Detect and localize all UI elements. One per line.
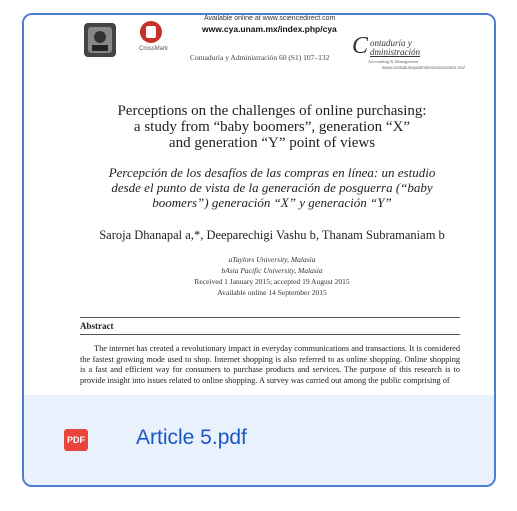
attachment-file-name[interactable]: Article 5.pdf	[136, 426, 247, 449]
journal-logo-subtitle: Accounting & Management	[368, 59, 419, 64]
divider	[80, 317, 460, 318]
paper-title	[72, 103, 472, 151]
header-availability: Available online at www.sciencedirect.com	[204, 15, 336, 22]
affiliation-a: aTaylors University, Malasia	[228, 255, 316, 264]
paper-title-spanish	[72, 165, 472, 210]
paper-authors: Saroja Dhanapal a,*, Deeparechigi Vashu b, Thanam Subramaniam b	[99, 228, 445, 242]
attachment-footer[interactable]	[24, 395, 494, 487]
journal-logo-initial: C	[352, 33, 369, 59]
abstract-text: The internet has created a revolutionary impact in everyday communications and transactions. It is considered the fastest growing mode used to shop. Internet shopping is also referred to as online shopping. Online shopping is a fast and efficient way for consumers to purchase products and services. The purpose of this research is to provide insight into issues related to online shopping. A survey was carried out among the public comprising of	[80, 344, 460, 385]
title-line: and generation “Y” point of views	[168, 135, 376, 151]
pdf-preview[interactable]	[24, 15, 494, 395]
pdf-attachment-card[interactable]	[22, 13, 496, 487]
title-es-line: boomers”) generación “X” y generación “Y”	[152, 195, 392, 210]
abstract-heading: Abstract	[80, 321, 114, 331]
title-es-line: Percepción de los desafíos de las compras en línea: un estudio	[108, 165, 436, 180]
available-date: Available online 14 September 2015	[217, 288, 327, 297]
received-date: Received 1 January 2015; accepted 19 August 2015	[194, 277, 350, 286]
journal-logo-line1: ontaduría y	[370, 38, 412, 48]
title-line: a study from “baby boomers”, generation “X”	[133, 119, 411, 135]
header-url: www.cya.unam.mx/index.php/cya	[202, 24, 337, 34]
divider	[80, 334, 460, 335]
title-es-line: desde el punto de vista de la generación de posguerra (“baby	[111, 180, 433, 195]
title-line: Perceptions on the challenges of online purchasing:	[117, 103, 427, 119]
journal-logo-line2: dministración	[370, 47, 421, 57]
journal-citation: Contaduría y Administración 60 (S1) 107–132	[190, 53, 330, 62]
unam-crest-icon	[82, 21, 118, 59]
affiliation-b: bAsia Pacific University, Malasia	[221, 266, 323, 275]
pdf-file-icon: PDF	[64, 429, 88, 451]
journal-logo-text	[370, 39, 420, 57]
crossmark-label: CrossMark	[139, 46, 169, 52]
crossmark-logo[interactable]	[139, 21, 169, 59]
journal-url: www.contaduriayadministracionunam.mx/	[382, 65, 465, 70]
crossmark-icon	[140, 21, 162, 43]
